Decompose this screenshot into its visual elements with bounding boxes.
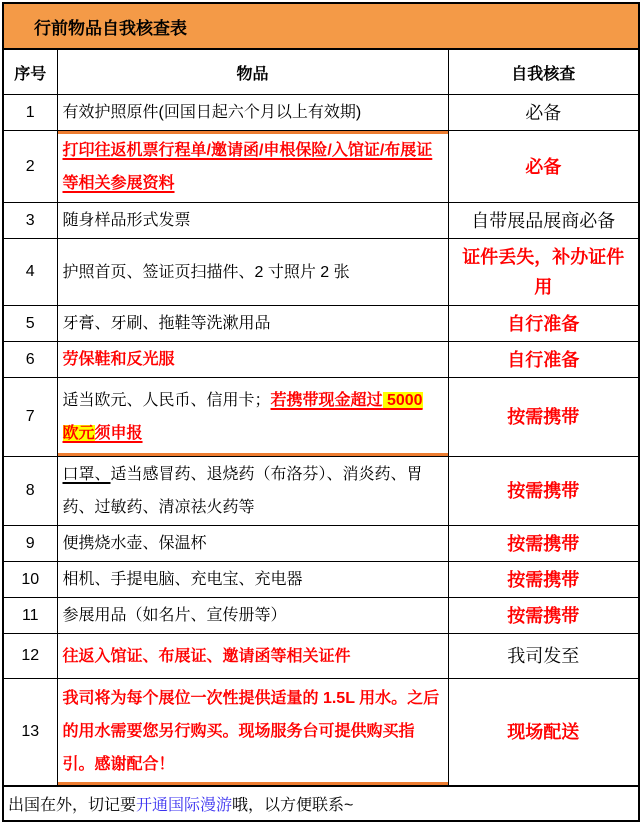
text-segment: 自带展品展商必备 [471, 210, 616, 231]
text-segment: 必备 [525, 156, 562, 177]
col-header-check: 自我核查 [448, 49, 639, 95]
table-row [3, 203, 639, 239]
text-segment: 我司将为每个展位一次性提供适量的 1.5L 用水。之后的用水需要您另行购买。现场服务台可提供购买指引。感谢配合！ [62, 690, 440, 774]
checklist-sheet [0, 2, 640, 814]
text-segment: 按需携带 [507, 481, 580, 501]
text-segment: 劳保鞋和反光服 [62, 351, 175, 368]
check-cell [448, 306, 639, 342]
table-row [3, 457, 639, 526]
text-segment: 适当欧元、人民币、信用卡； [62, 392, 271, 409]
table-row [3, 634, 639, 679]
check-cell [448, 457, 639, 526]
text-segment: 往返入馆证、布展证、邀请函等相关证件 [62, 647, 351, 665]
item-cell [57, 562, 448, 598]
table-body [3, 95, 639, 821]
row-number: 10 [3, 562, 57, 598]
item-cell [57, 598, 448, 634]
text-segment: 自行准备 [507, 313, 580, 334]
item-cell [57, 634, 448, 679]
check-cell [448, 526, 639, 562]
table-row [3, 131, 639, 203]
row-number: 6 [3, 342, 57, 378]
item-cell [57, 131, 448, 203]
item-cell [57, 95, 448, 131]
row-number: 3 [3, 203, 57, 239]
title-banner-row [3, 3, 639, 49]
text-segment: 口罩、 [62, 466, 111, 483]
text-segment: 须申报 [94, 425, 143, 442]
item-cell [57, 378, 448, 457]
text-segment: 有效护照原件(回国日起六个月以上有效期) [62, 104, 362, 121]
table-row [3, 239, 639, 306]
item-cell [57, 342, 448, 378]
text-segment: 按需携带 [507, 605, 580, 626]
text-segment: 我司发至 [507, 646, 580, 666]
check-cell [448, 634, 639, 679]
text-segment: 按需携带 [507, 533, 580, 554]
text-segment: 按需携带 [507, 407, 580, 427]
col-header-num: 序号 [3, 49, 57, 95]
text-segment: 必备 [525, 102, 562, 123]
text-segment: 适当感冒药、退烧药（布洛芬）、消炎药、胃药、过敏药、清凉祛火药等 [62, 466, 423, 516]
column-header-row [3, 49, 639, 95]
text-segment: 5000 欧元 [62, 392, 423, 442]
row-number: 2 [3, 131, 57, 203]
item-cell [57, 457, 448, 526]
checklist-table [2, 2, 640, 822]
check-cell [448, 203, 639, 239]
text-segment: 随身样品形式发票 [62, 212, 191, 229]
text-segment: 现场配送 [507, 721, 580, 742]
check-cell [448, 598, 639, 634]
text-segment: 自行准备 [507, 349, 580, 370]
table-row [3, 95, 639, 131]
col-header-item: 物品 [57, 49, 448, 95]
item-cell [57, 526, 448, 562]
roaming-link[interactable]: 开通国际漫游 [136, 796, 233, 814]
text-segment: 证件丢失，补办证件用 [462, 247, 625, 297]
check-cell [448, 378, 639, 457]
check-cell [448, 239, 639, 306]
text-segment: 护照首页、签证页扫描件、2 寸照片 2 张 [62, 263, 350, 281]
check-cell [448, 679, 639, 786]
text-segment: 相机、手提电脑、充电宝、充电器 [62, 571, 303, 588]
item-cell [57, 306, 448, 342]
row-number: 1 [3, 95, 57, 131]
row-number: 8 [3, 457, 57, 526]
table-row [3, 598, 639, 634]
text-segment: 牙膏、牙刷、拖鞋等洗漱用品 [62, 315, 271, 332]
page-title: 行前物品自我核查表 [3, 3, 639, 49]
item-cell [57, 239, 448, 306]
text-segment: 若携带现金超过 [270, 392, 383, 409]
check-cell [448, 342, 639, 378]
row-number: 12 [3, 634, 57, 679]
row-number: 11 [3, 598, 57, 634]
footer-row [3, 786, 639, 821]
text-segment: 按需携带 [507, 569, 580, 590]
text-segment: 便携烧水壶、保温杯 [62, 535, 207, 552]
item-cell [57, 203, 448, 239]
item-cell [57, 679, 448, 786]
table-row [3, 342, 639, 378]
row-number: 4 [3, 239, 57, 306]
check-cell [448, 562, 639, 598]
table-row [3, 306, 639, 342]
row-number: 9 [3, 526, 57, 562]
text-segment: 打印往返机票行程单/邀请函/申根保险/入馆证/布展证等相关参展资料 [62, 141, 433, 192]
text-segment: 出国在外，切记要 [8, 796, 137, 814]
row-number: 5 [3, 306, 57, 342]
check-cell [448, 95, 639, 131]
check-cell [448, 131, 639, 203]
text-segment: 参展用品（如名片、宣传册等） [62, 607, 287, 624]
table-row [3, 378, 639, 457]
text-segment: 哦，以方便联系~ [232, 796, 354, 814]
table-row [3, 562, 639, 598]
table-row [3, 526, 639, 562]
row-number: 7 [3, 378, 57, 457]
footer-note [3, 786, 639, 821]
row-number: 13 [3, 679, 57, 786]
table-row [3, 679, 639, 786]
